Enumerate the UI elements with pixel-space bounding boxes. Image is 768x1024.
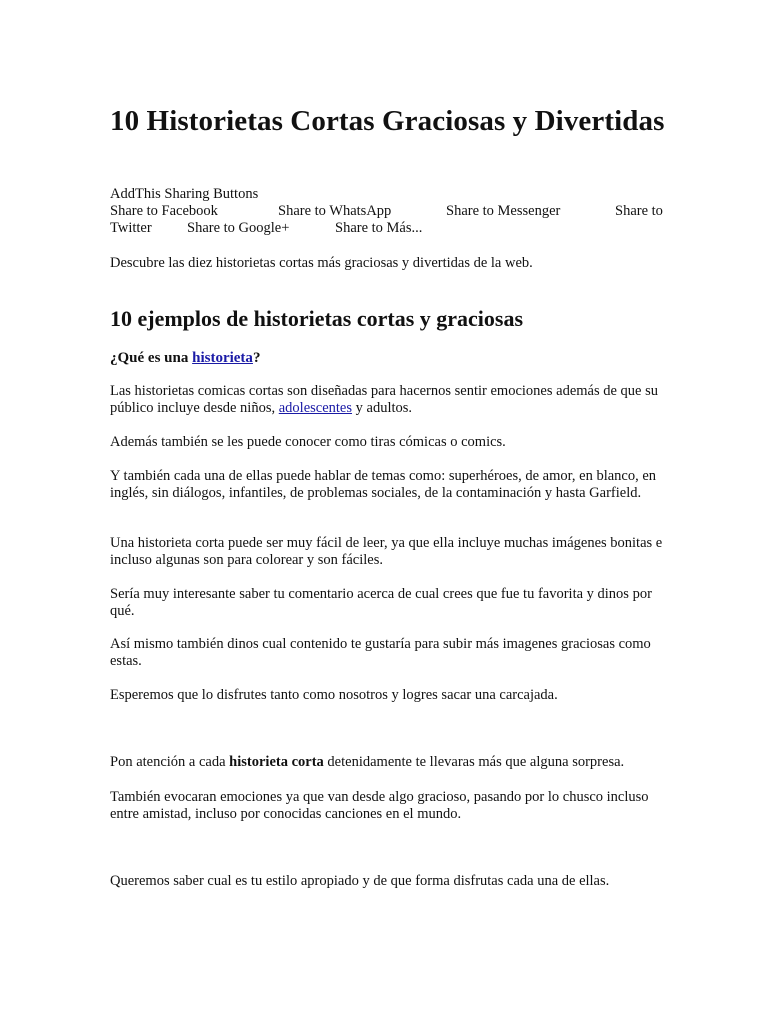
historieta-corta-bold: historieta corta: [229, 754, 324, 770]
question-before: ¿Qué es una: [110, 350, 193, 366]
paragraph-1: [110, 383, 680, 417]
paragraph-10: Queremos saber cual es tu estilo apropiado y de que forma disfrutas cada una de ellas.: [110, 873, 610, 889]
share-messenger-link[interactable]: Share to Messenger: [446, 203, 561, 219]
paragraph-3: Y también cada una de ellas puede hablar de temas como: superhéroes, de amor, en blanco, en inglés, sin diálogos, infantiles, de problemas sociales, de la contaminación y hasta Garfield.: [110, 468, 657, 501]
paragraph-8-end: detenidamente te llevaras más que alguna sorpresa.: [323, 754, 625, 770]
question-heading: [110, 349, 260, 367]
paragraph-8-text: Pon atención a cada: [110, 754, 230, 770]
share-twitter-link-part2[interactable]: Twitter: [110, 220, 152, 236]
section-heading: 10 ejemplos de historietas cortas y graciosas: [110, 306, 524, 331]
historieta-link[interactable]: historieta: [192, 350, 253, 366]
paragraph-5: Sería muy interesante saber tu comentario acerca de cual crees que fue tu favorita y dinos por qué.: [110, 586, 652, 619]
page-title: 10 Historietas Cortas Graciosas y Divertidas: [110, 105, 665, 137]
paragraph-1-text: Las historietas comicas cortas son diseñadas para hacernos sentir emociones además de que su público incluye desde niños,: [110, 383, 658, 416]
share-mas-link[interactable]: Share to Más...: [335, 220, 423, 236]
paragraph-2: Además también se les puede conocer como tiras cómicas o comics.: [110, 434, 506, 450]
question-after: ?: [252, 350, 261, 366]
share-facebook-link[interactable]: Share to Facebook: [110, 203, 218, 219]
intro-text: Descubre las diez historietas cortas más graciosas y divertidas de la web.: [110, 255, 533, 271]
paragraph-1-end: y adultos.: [352, 400, 413, 416]
paragraph-4: Una historieta corta puede ser muy fácil de leer, ya que ella incluye muchas imágenes bonitas e incluso algunas son para colorear y son fáciles.: [110, 535, 663, 568]
share-twitter-link-part1[interactable]: Share to: [615, 203, 663, 219]
share-google-link[interactable]: Share to Google+: [187, 220, 290, 236]
paragraph-9: También evocaran emociones ya que van desde algo gracioso, pasando por lo chusco incluso entre amistad, incluso por conocidas canciones en el mundo.: [110, 789, 649, 822]
sharing-label: AddThis Sharing Buttons: [110, 186, 259, 202]
paragraph-6: Así mismo también dinos cual contenido te gustaría para subir más imagenes graciosas como estas.: [110, 636, 651, 669]
share-whatsapp-link[interactable]: Share to WhatsApp: [278, 203, 392, 219]
paragraph-8: [110, 754, 680, 771]
paragraph-7: Esperemos que lo disfrutes tanto como nosotros y logres sacar una carcajada.: [110, 687, 558, 703]
adolescentes-link[interactable]: adolescentes: [278, 400, 353, 416]
